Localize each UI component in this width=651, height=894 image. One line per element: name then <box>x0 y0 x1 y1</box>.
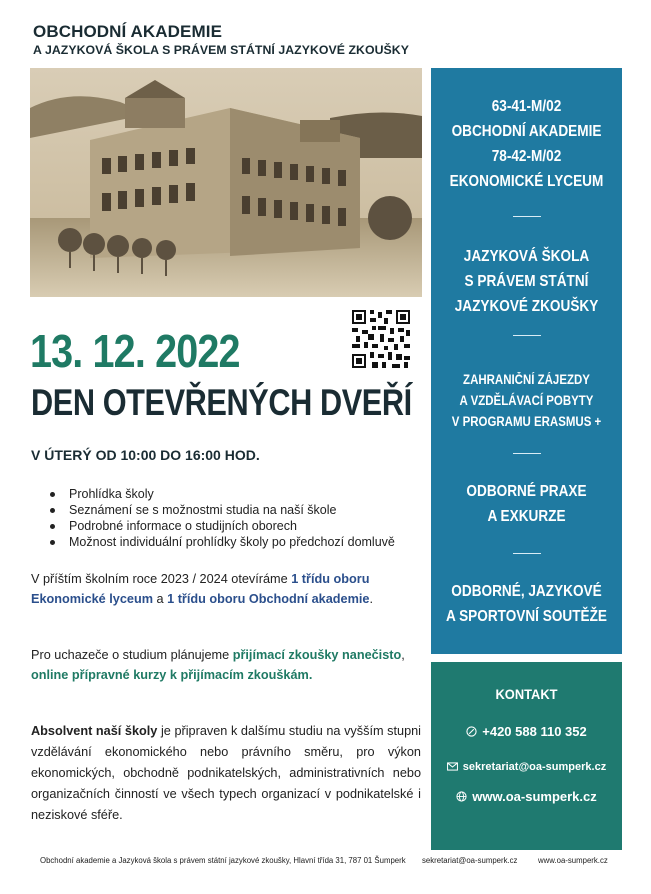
list-item: Podrobné informace o studijních oborech <box>50 518 395 534</box>
program-code: 63-41-M/02 <box>491 98 562 115</box>
program-code: 78-42-M/02 <box>491 148 562 165</box>
program-list <box>50 486 395 550</box>
study-programs-panel <box>431 68 622 654</box>
panel-line: JAZYKOVÉ ZKOUŠKY <box>454 298 599 315</box>
panel-line: A SPORTOVNÍ SOUTĚŽE <box>446 608 607 625</box>
qr-code[interactable] <box>352 310 410 368</box>
practice-block <box>445 479 607 529</box>
footer-address: Obchodní akademie a Jazyková škola s právem státní jazykové zkoušky, Hlavní třída 31, 787 01 Šumperk <box>40 856 406 865</box>
panel-line: V PROGRAMU ERASMUS + <box>451 414 602 429</box>
divider <box>513 335 541 336</box>
school-subtitle: A JAZYKOVÁ ŠKOLA S PRÁVEM STÁTNÍ JAZYKOVÉ ZKOUŠKY <box>33 43 409 57</box>
panel-line: ODBORNÉ, JAZYKOVÉ <box>451 583 602 600</box>
email-address: sekretariat@oa-sumperk.cz <box>462 761 607 773</box>
graduate-paragraph: Absolvent naší školy je připraven k dalšímu studiu na vyšším stupni vzdělávání ekonomického nebo právního směru, pro výkon ekonomických, obchodně podnikatelských, administrativních nebo organizačních činností ve všech typech organizací v podnikatelské i neziskové sféře. <box>31 724 422 822</box>
trips-block <box>445 369 607 432</box>
program-name: EKONOMICKÉ LYCEUM <box>449 173 604 190</box>
divider <box>513 453 541 454</box>
divider <box>513 553 541 554</box>
envelope-icon <box>447 762 458 771</box>
programs-block <box>445 94 607 194</box>
footer-email[interactable]: sekretariat@oa-sumperk.cz <box>422 856 518 865</box>
footer-web[interactable]: www.oa-sumperk.cz <box>538 856 608 865</box>
study-offer-paragraph: V příštím školním roce 2023 / 2024 otevíráme 1 třídu oboru Ekonomické lyceum a 1 třídu oboru Obchodní akademie. <box>31 572 373 606</box>
contact-panel <box>431 662 622 850</box>
event-time: V ÚTERÝ OD 10:00 DO 16:00 HOD. <box>31 447 260 463</box>
panel-line: ODBORNÉ PRAXE <box>466 483 587 500</box>
panel-line: A EXKURZE <box>487 508 566 525</box>
school-name: OBCHODNÍ AKADEMIE <box>33 22 223 41</box>
panel-line: A VZDĚLÁVACÍ POBYTY <box>459 393 594 408</box>
list-item: Seznámení se s možnostmi studia na naší škole <box>50 502 395 518</box>
competitions-block <box>445 579 607 629</box>
contact-email[interactable] <box>431 761 622 773</box>
panel-line: JAZYKOVÁ ŠKOLA <box>463 248 590 265</box>
contact-heading: KONTAKT <box>495 686 558 702</box>
globe-icon <box>456 791 467 802</box>
panel-line: ZAHRANIČNÍ ZÁJEZDY <box>463 372 590 387</box>
phone-icon <box>466 726 477 737</box>
list-item: Prohlídka školy <box>50 486 395 502</box>
contact-phone[interactable] <box>431 724 622 739</box>
language-school-block <box>445 244 607 319</box>
web-address: www.oa-sumperk.cz <box>472 789 597 804</box>
event-date: 13. 12. 2022 <box>30 325 240 377</box>
program-name: OBCHODNÍ AKADEMIE <box>451 123 602 140</box>
list-item: Možnost individuální prohlídky školy po předchozí domluvě <box>50 534 395 550</box>
divider <box>513 216 541 217</box>
entrance-exam-paragraph: Pro uchazeče o studium plánujeme přijímací zkoušky nanečisto, online přípravné kurzy k přijímacím zkouškám. <box>31 648 405 682</box>
panel-line: S PRÁVEM STÁTNÍ <box>464 273 589 290</box>
school-building-photo <box>30 68 422 297</box>
event-title: DEN OTEVŘENÝCH DVEŘÍ <box>31 382 412 423</box>
contact-web[interactable] <box>431 789 622 804</box>
phone-number: +420 588 110 352 <box>482 724 587 739</box>
